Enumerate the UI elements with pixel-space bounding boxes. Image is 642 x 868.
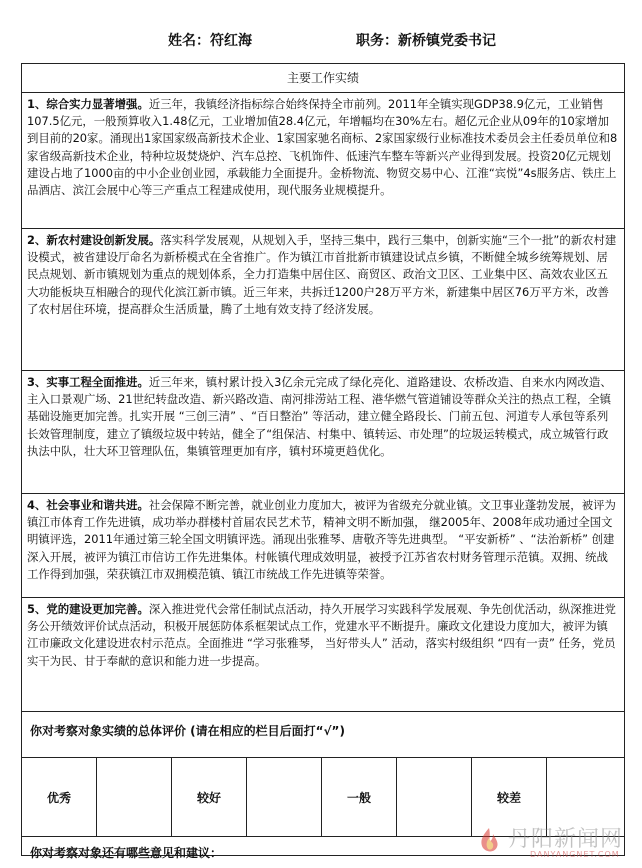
site-watermark <box>474 822 634 862</box>
rating-label-good: 较好 <box>172 758 247 836</box>
rating-checkbox-excellent[interactable] <box>97 758 172 836</box>
achievement-section-4 <box>22 494 624 598</box>
section-body: 落实科学发展观，从规划入手，坚持三集中，践行三集中，创新实施“三个一批”的新农村建设模式，被省建设厅命名为新桥模式在全省推广。作为镇江市首批新市镇建设试点乡镇，不断健全城乡统筹规划、居民点规划、新市镇规划为重点的规划体系，全力打造集中居住区、商贸区、政治文卫区、工业集中区、高效农业区五大功能板块互相融合的现代化滨江新市镇。近三年来，共拆迁1200户28万平方米，新建集中居区76万平方米，改善了农村居住环境，提高群众生活质量，腾了土地有效支持了经济发展。 <box>27 233 617 316</box>
watermark-text: 丹阳新闻网 <box>508 827 624 852</box>
rating-label-average: 一般 <box>322 758 397 836</box>
section-heading: 5、党的建设更加完善。 <box>27 602 149 616</box>
section-body: 深入推进党代会常任制试点活动，持久开展学习实践科学发展观、争先创优活动，纵深推进党务公开绩效评价试点活动，积极开展惩防体系框架试点工作，党建水平不断提升。廉政文化建设力度加大，被评为镇江市廉政文化建设进农村示范点。全面推进 “学习张雅琴， 当好带头人” 活动，落实村级组织 “四有一责” 任务，党员实干为民、甘于奉献的意识和能力进一步提高。 <box>27 602 616 668</box>
evaluation-question: 你对考察对象实绩的总体评价 (请在相应的栏目后面打“√”) <box>22 712 624 758</box>
position-label: 职务：新桥镇党委书记 <box>356 33 496 49</box>
section-heading: 1、综合实力显著增强。 <box>27 97 149 111</box>
section-heading: 3、实事工程全面推进。 <box>27 375 149 389</box>
section-body: 社会保障不断完善，就业创业力度加大，被评为省级充分就业镇。文卫事业蓬勃发展，被评为镇江市体育工作先进镇，成功举办群楼村首届农民艺术节，精神文明不断加强， 继2005年、2008年成功通过全国文明镇评选，2011年通过第三轮全国文明镇评选。涌现出张雅琴、唐敬齐等先进典型。 “平安新桥” 、“法治新桥” 创建深入开展，被评为镇江市信访工作先进集体。村帐镇代理成效明显，被授予江苏省农村财务管理示范镇。双拥、统战工作得到加强，荣获镇江市双拥模范镇、镇江市统战工作先进镇等荣誉。 <box>27 498 616 581</box>
section-body: 近三年来，镇村累计投入3亿余元完成了绿化亮化、道路建设、农桥改造、自来水内网改造、主入口景观广场、21世纪转盘改造、新兴路改造、南河排涝站工程、港华燃气管道铺设等群众关注的热点工程，全镇基础设施更加完善。扎实开展 “三创三清” 、“百日整治” 等活动，建立健全路段长、门前五包、河道专人承包等系列长效管理制度，建立了镇级垃圾中转站，健全了“组保洁、村集中、镇转运、市处理”的垃圾运转模式，成立城管行政执法中队，壮大环卫管理队伍，集镇管理更加有序，镇村环境更趋优化。 <box>27 375 612 458</box>
achievement-section-1 <box>22 93 624 229</box>
achievement-section-5 <box>22 598 624 712</box>
achievement-section-3 <box>22 371 624 494</box>
section-body: 近三年，我镇经济指标综合始终保持全市前列。2011年全镇实现GDP38.9亿元，工业销售107.5亿元，一般预算收入1.48亿元，工业增加值28.4亿元，年增幅均在30%左右。超亿元企业从09年的10家增加到目前的20家。涌现出1家国家级高新技术企业、1家国家驰名商标、2家国家级行业标准技术委员会主任委员单位和8家省级高新技术企业，特种垃圾焚烧炉、汽车总控、飞机饰件、低速汽车整车等新兴产业得到发展。投资20亿元规划建设占地了1000亩的中小企业创业园，承载能力全面提升。金桥物流、物贸交易中心、江淮“宾悦”4s服务店、铁庄上品酒店、滨江会展中心等三产重点工程建成使用，现代服务业规模提升。 <box>27 97 618 198</box>
rating-checkbox-average[interactable] <box>397 758 472 836</box>
section-heading: 4、社会事业和谐共进。 <box>27 498 149 512</box>
watermark-subtext: DANYANGNET.COM <box>530 850 620 859</box>
name-label: 姓名：符红海 <box>168 33 252 49</box>
table-caption: 主要工作实绩 <box>22 64 624 93</box>
opinion-prompt: 你对考察对象还有哪些意见和建议： <box>30 846 223 860</box>
section-heading: 2、新农村建设创新发展。 <box>27 233 161 247</box>
rating-label-excellent: 优秀 <box>22 758 97 836</box>
rating-checkbox-good[interactable] <box>247 758 322 836</box>
flame-logo-icon <box>474 826 504 856</box>
achievement-section-2 <box>22 229 624 371</box>
form-header <box>0 30 642 54</box>
rating-label-poor: 较差 <box>472 758 547 836</box>
evaluation-table <box>21 63 625 860</box>
